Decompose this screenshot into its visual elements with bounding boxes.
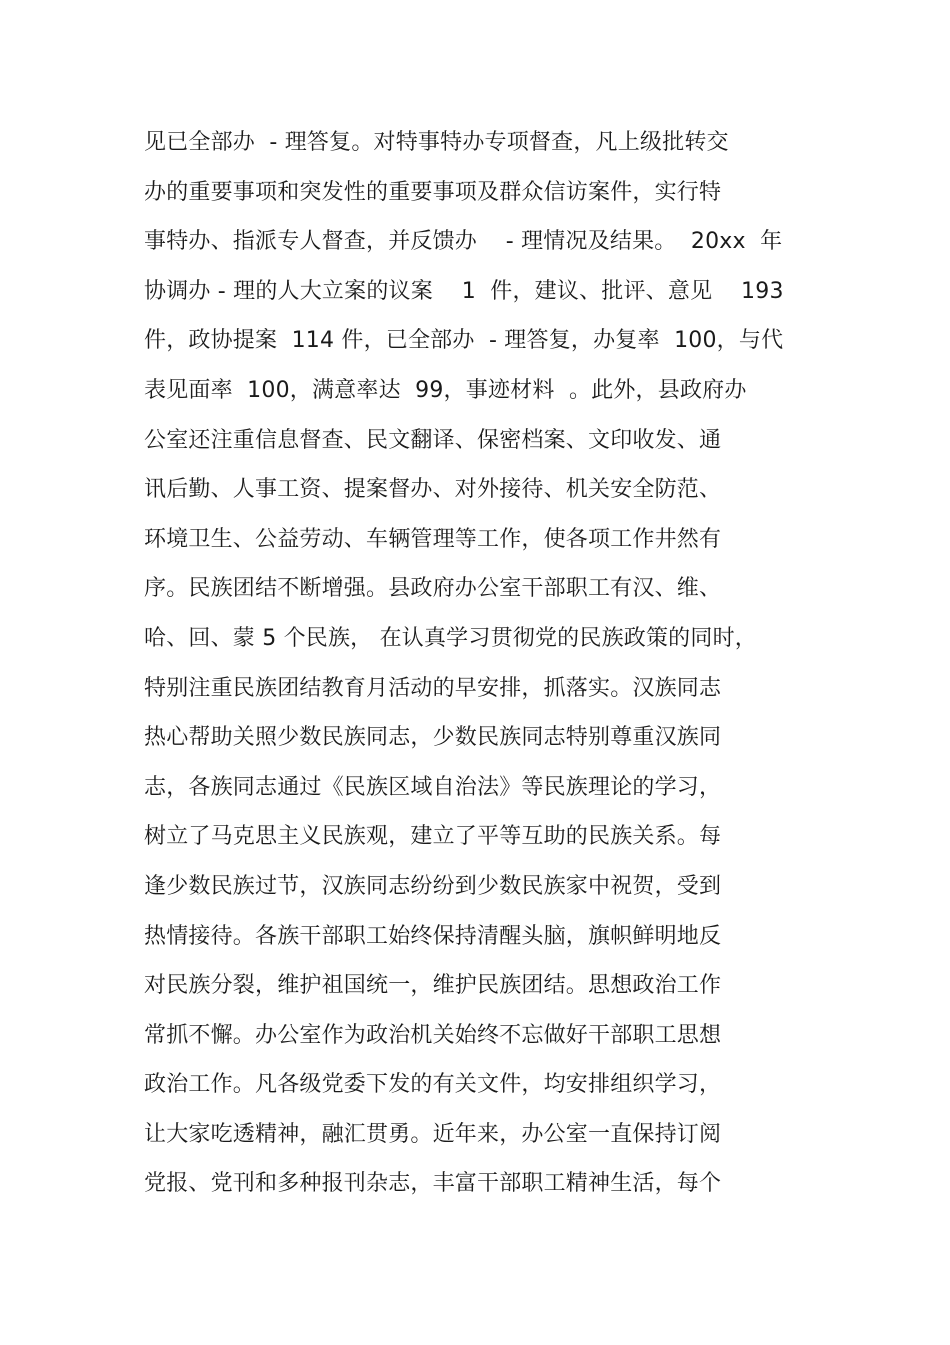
text-line: 环境卫生、公益劳动、车辆管理等工作，使各项工作井然有 xyxy=(144,526,722,552)
text-line: 哈、回、蒙 5 个民族， 在认真学习贯彻党的民族政策的同时， xyxy=(144,625,757,651)
text-line: 见已全部办 - 理答复。对特事特办专项督查，凡上级批转交 xyxy=(144,130,729,155)
text-line: 热心帮助关照少数民族同志，少数民族同志特别尊重汉族同 xyxy=(144,725,722,751)
text-line: 政治工作。凡各级党委下发的有关文件，均安排组织学习， xyxy=(144,1072,722,1098)
text-line: 常抓不懈。办公室作为政治机关始终不忘做好干部职工思想 xyxy=(144,1022,722,1048)
text-line: 事特办、指派专人督查，并反馈办 - 理情况及结果。 20xx 年 xyxy=(144,229,783,255)
text-line: 对民族分裂，维护祖国统一，维护民族团结。思想政治工作 xyxy=(144,973,722,999)
text-line: 序。民族团结不断增强。县政府办公室干部职工有汉、维、 xyxy=(144,576,722,602)
text-line: 协调办 - 理的人大立案的议案 1 件，建议、批评、意见 193 xyxy=(144,278,784,304)
text-line: 热情接待。各族干部职工始终保持清醒头脑，旗帜鲜明地反 xyxy=(144,923,722,949)
text-line: 让大家吃透精神，融汇贯勇。近年来，办公室一直保持订阅 xyxy=(144,1121,722,1147)
document-body xyxy=(144,118,844,1209)
text-line: 特别注重民族团结教育月活动的早安排，抓落实。汉族同志 xyxy=(144,675,722,701)
text-line: 党报、党刊和多种报刊杂志，丰富干部职工精神生活，每个 xyxy=(144,1171,722,1197)
text-line: 志，各族同志通过《民族区域自治法》等民族理论的学习， xyxy=(144,774,722,800)
text-line: 逢少数民族过节，汉族同志纷纷到少数民族家中祝贺，受到 xyxy=(144,873,722,899)
text-line: 件，政协提案 114 件，已全部办 - 理答复，办复率 100，与代 xyxy=(144,328,784,354)
text-line: 树立了马克思主义民族观，建立了平等互助的民族关系。每 xyxy=(144,824,722,850)
text-line: 表见面率 100，满意率达 99，事迹材料 。此外，县政府办 xyxy=(144,377,747,403)
text-line: 讯后勤、人事工资、提案督办、对外接待、机关安全防范、 xyxy=(144,477,722,503)
text-line: 公室还注重信息督查、民文翻译、保密档案、文印收发、通 xyxy=(144,427,722,453)
text-line: 办的重要事项和突发性的重要事项及群众信访案件，实行特 xyxy=(144,179,722,205)
